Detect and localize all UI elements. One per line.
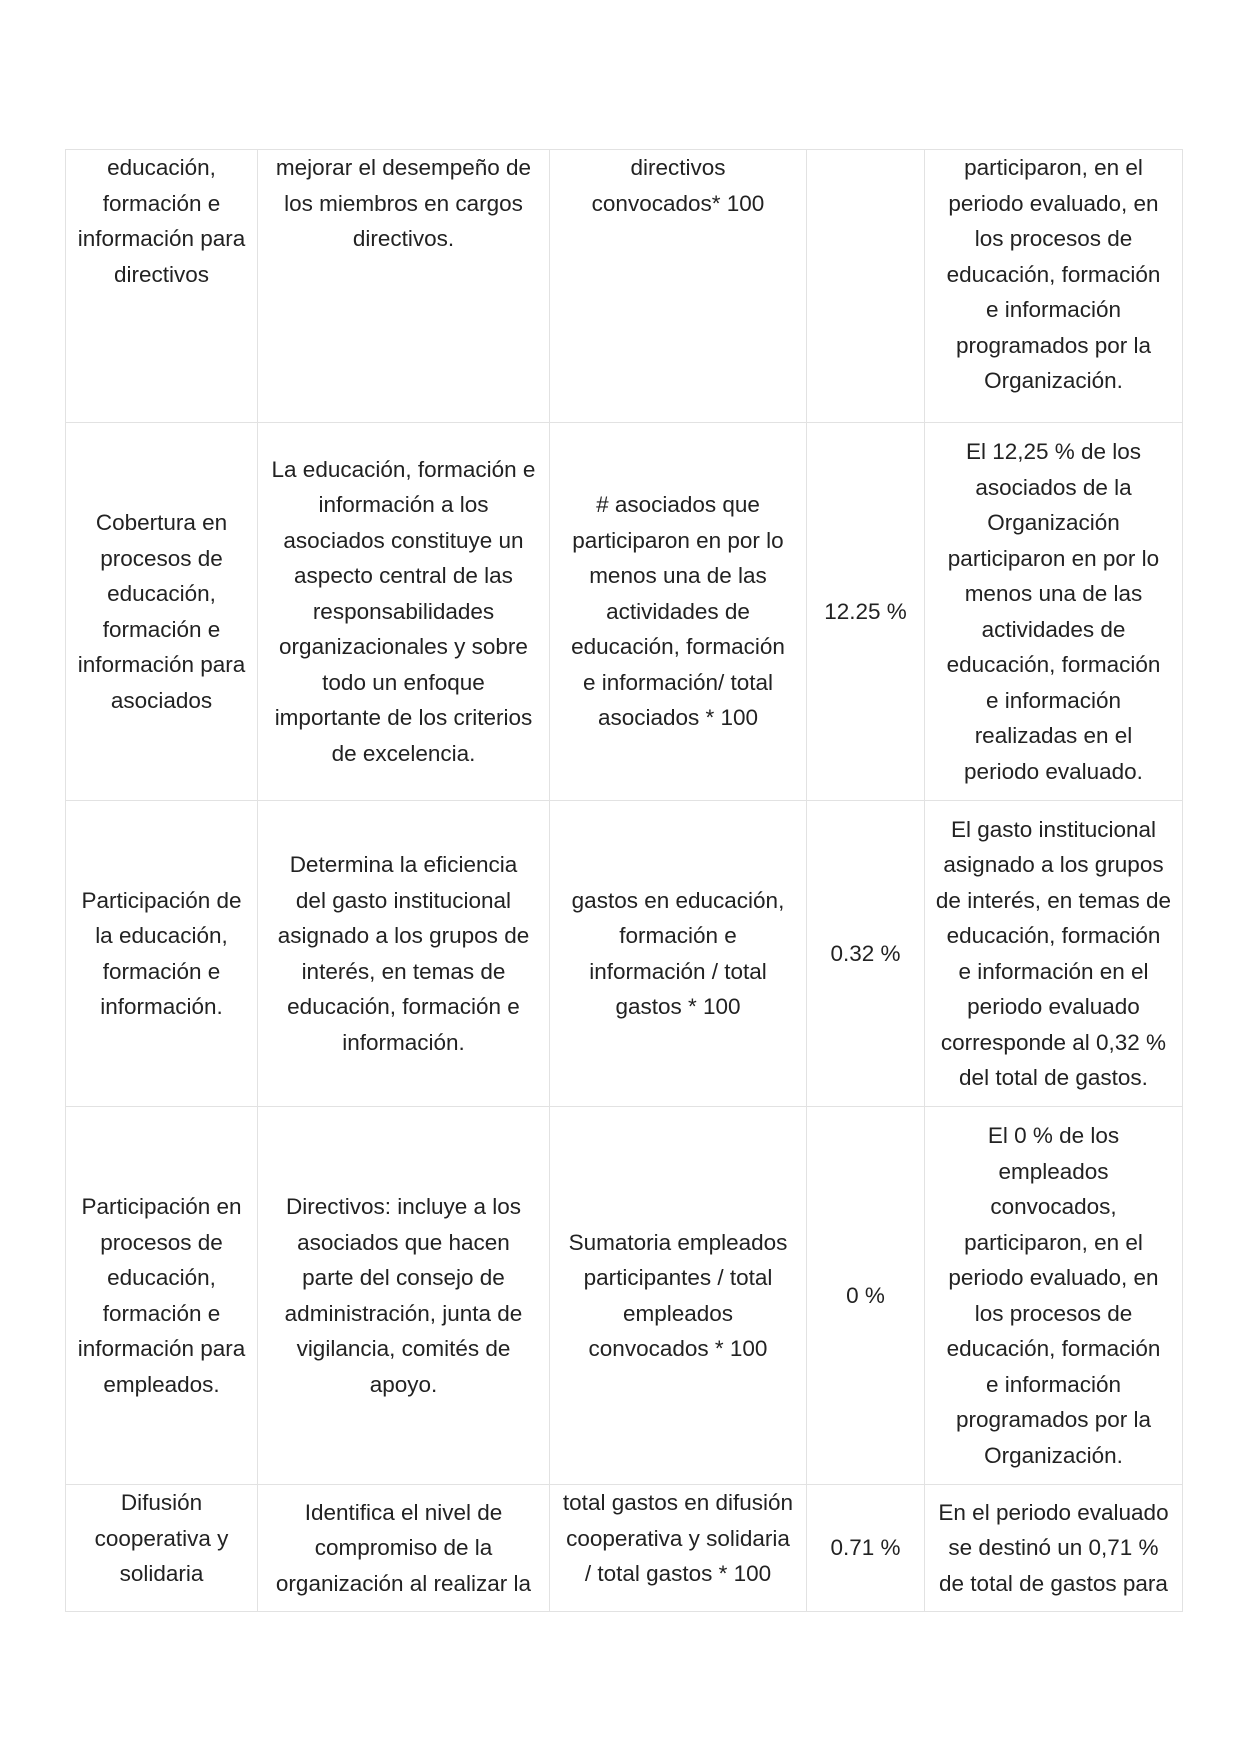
formula-cell: directivos convocados* 100 [550,150,807,423]
table-row [66,1485,1183,1612]
formula-cell: total gastos en difusión cooperativa y solidaria / total gastos * 100 [550,1485,807,1612]
description-cell: Directivos: incluye a los asociados que hacen parte del consejo de administración, junta de vigilancia, comités de apoyo. [258,1107,550,1485]
description-cell: Identifica el nivel de compromiso de la organización al realizar la [258,1485,550,1612]
formula-cell: Sumatoria empleados participantes / total empleados convocados * 100 [550,1107,807,1485]
interpretation-cell: El gasto institucional asignado a los grupos de interés, en temas de educación, formación e información en el periodo evaluado corresponde al 0,32 % del total de gastos. [925,801,1183,1107]
interpretation-cell: En el periodo evaluado se destinó un 0,71 % de total de gastos para [925,1485,1183,1612]
description-cell: mejorar el desempeño de los miembros en cargos directivos. [258,150,550,423]
result-cell: 0.32 % [807,801,925,1107]
interpretation-cell: El 12,25 % de los asociados de la Organización participaron en por lo menos una de las actividades de educación, formación e información realizadas en el periodo evaluado. [925,423,1183,801]
interpretation-cell: participaron, en el periodo evaluado, en los procesos de educación, formación e información programados por la Organización. [925,150,1183,423]
result-cell: 12.25 % [807,423,925,801]
interpretation-cell: El 0 % de los empleados convocados, participaron, en el periodo evaluado, en los procesos de educación, formación e información programados por la Organización. [925,1107,1183,1485]
table-row [66,423,1183,801]
indicators-table [65,149,1183,1612]
indicator-name-cell: Difusión cooperativa y solidaria [66,1485,258,1612]
table-row [66,1107,1183,1485]
result-cell: 0.71 % [807,1485,925,1612]
formula-cell: gastos en educación, formación e información / total gastos * 100 [550,801,807,1107]
result-cell: 0 % [807,1107,925,1485]
description-cell: Determina la eficiencia del gasto institucional asignado a los grupos de interés, en temas de educación, formación e información. [258,801,550,1107]
formula-cell: # asociados que participaron en por lo menos una de las actividades de educación, formación e información/ total asociados * 100 [550,423,807,801]
table-row [66,801,1183,1107]
indicator-name-cell: educación, formación e información para directivos [66,150,258,423]
indicator-name-cell: Participación en procesos de educación, formación e información para empleados. [66,1107,258,1485]
indicator-name-cell: Participación de la educación, formación e información. [66,801,258,1107]
result-cell [807,150,925,423]
table-row [66,150,1183,423]
indicator-name-cell: Cobertura en procesos de educación, formación e información para asociados [66,423,258,801]
description-cell: La educación, formación e información a los asociados constituye un aspecto central de las responsabilidades organizacionales y sobre todo un enfoque importante de los criterios de excelencia. [258,423,550,801]
